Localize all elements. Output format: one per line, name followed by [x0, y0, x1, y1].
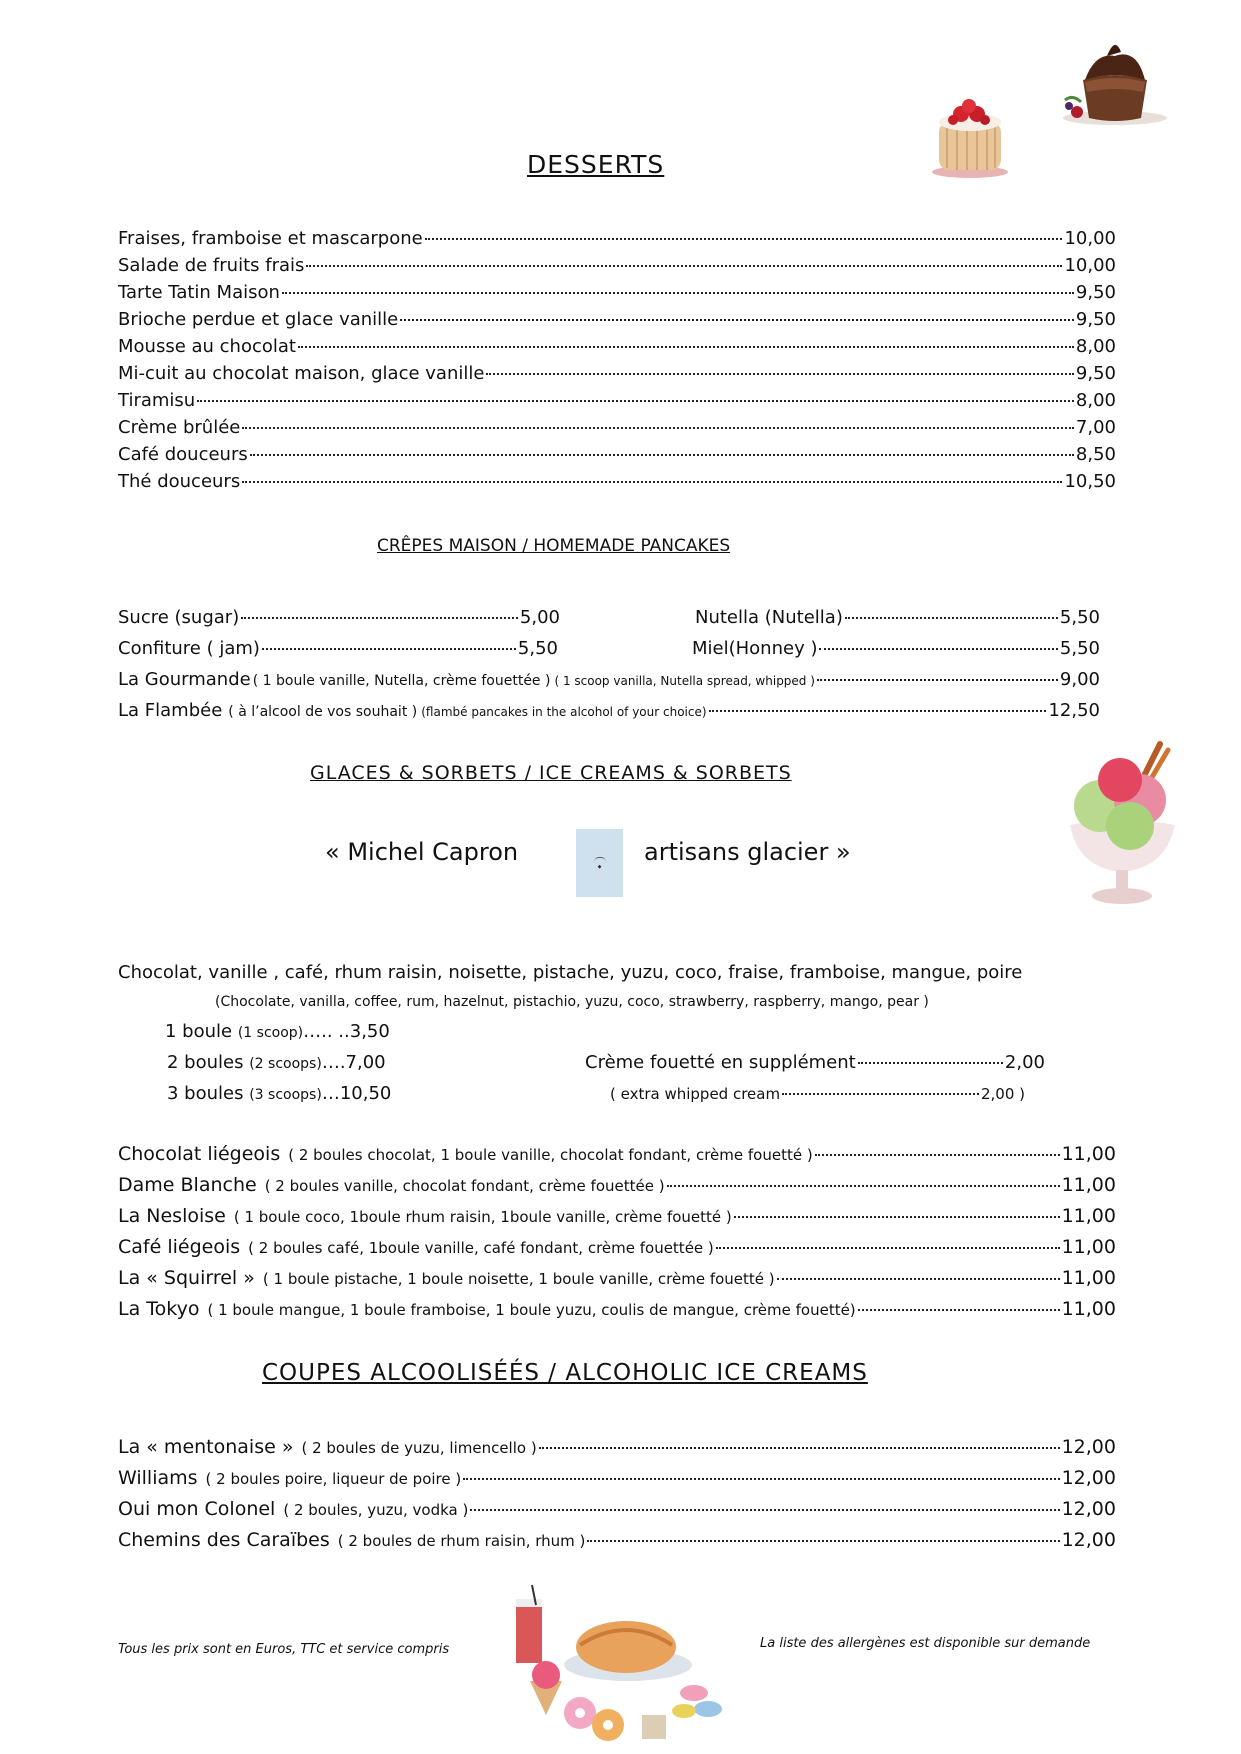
scoop-label: 1 boule [165, 1021, 233, 1042]
strawberry-cake-illustration [925, 92, 1015, 182]
crepe-name: La Flambée [118, 700, 223, 721]
desserts-title: DESSERTS [527, 150, 665, 179]
item-price: 9,50 [1075, 309, 1116, 330]
item-name: Fraises, framboise et mascarpone [118, 228, 423, 249]
extra-label: Crème fouetté en supplément [585, 1052, 856, 1073]
item-name: Tarte Tatin Maison [118, 282, 280, 303]
ice-cream-sundae-illustration [1060, 740, 1185, 915]
item-price: 11,00 [1061, 1205, 1116, 1227]
extra-cream-en [610, 1085, 1025, 1103]
item-price: 9,50 [1075, 363, 1116, 384]
item-desc: ( 1 boule coco, 1boule rhum raisin, 1boule vanille, crème fouetté ) [233, 1208, 732, 1226]
crepe-flambee [118, 700, 1100, 721]
item-price: 9,50 [1075, 282, 1116, 303]
special-item [118, 1298, 1116, 1320]
crepe-desc: ( 1 boule vanille, Nutella, crème fouettée ) [252, 673, 551, 689]
crepe-price: 5,50 [517, 638, 558, 659]
special-item [118, 1143, 1116, 1165]
scoop-label: 2 boules [167, 1052, 244, 1073]
dessert-item [118, 336, 1116, 357]
item-name: Chocolat liégeois [118, 1143, 281, 1165]
scoop-price: 7,00 [345, 1052, 386, 1073]
coupe-item [118, 1498, 1116, 1520]
crepe-name: La Gourmande [118, 669, 251, 690]
crepe-desc-en: (flambé pancakes in the alcohol of your choice) [421, 705, 707, 719]
item-desc: ( 2 boules de rhum raisin, rhum ) [337, 1532, 586, 1550]
item-name: La « Squirrel » [118, 1267, 255, 1289]
crepe-name: Confiture ( jam) [118, 638, 260, 659]
item-desc: ( 1 boule pistache, 1 boule noisette, 1 boule vanille, crème fouetté ) [262, 1270, 775, 1288]
pastry-assortment-illustration [508, 1585, 738, 1750]
item-name: Mi-cuit au chocolat maison, glace vanille [118, 363, 485, 384]
dessert-item [118, 471, 1116, 492]
coupe-item [118, 1436, 1116, 1458]
scoop-price: 10,50 [339, 1083, 392, 1104]
item-name: Williams [118, 1467, 198, 1489]
crepe-name: Nutella (Nutella) [695, 607, 843, 628]
item-desc: ( 2 boules vanille, chocolat fondant, crème fouettée ) [264, 1177, 665, 1195]
crepe-name: Miel(Honney ) [692, 638, 818, 659]
item-price: 11,00 [1061, 1267, 1116, 1289]
logo-mark: ◆ [597, 863, 602, 870]
dessert-item [118, 255, 1116, 276]
flavor-list: Chocolat, vanille , café, rhum raisin, noisette, pistache, yuzu, coco, fraise, framboise, mangue, poire [118, 962, 1023, 983]
item-price: 12,00 [1061, 1529, 1116, 1551]
coupes-title: COUPES ALCOOLISÉÉS / ALCOHOLIC ICE CREAMS [262, 1360, 868, 1386]
crepe-price: 9,00 [1059, 669, 1100, 690]
crepe-item [695, 607, 1100, 628]
dessert-item [118, 363, 1116, 384]
item-desc: ( 1 boule mangue, 1 boule framboise, 1 boule yuzu, coulis de mangue, crème fouetté) [207, 1301, 856, 1319]
brand-left: « Michel Capron [325, 838, 519, 866]
dessert-item [118, 282, 1116, 303]
crepe-name: Sucre (sugar) [118, 607, 240, 628]
scoop-leader: ….. .. [303, 1021, 350, 1042]
scoop-en: (3 scoops) [249, 1087, 322, 1103]
glacier-logo [576, 829, 623, 897]
item-name: La « mentonaise » [118, 1436, 294, 1458]
extra-cream [585, 1052, 1045, 1073]
item-price: 8,50 [1075, 444, 1116, 465]
crepe-price: 5,00 [519, 607, 560, 628]
special-item [118, 1174, 1116, 1196]
coupe-item [118, 1529, 1116, 1551]
item-price: 11,00 [1061, 1236, 1116, 1258]
item-price: 12,00 [1061, 1498, 1116, 1520]
item-price: 11,00 [1061, 1298, 1116, 1320]
item-name: Thé douceurs [118, 471, 241, 492]
crepe-item [692, 638, 1100, 659]
item-name: Café liégeois [118, 1236, 241, 1258]
dessert-item [118, 390, 1116, 411]
extra-label-en: ( extra whipped cream [610, 1085, 781, 1103]
item-price: 12,00 [1061, 1436, 1116, 1458]
crepe-item [118, 607, 560, 628]
special-item [118, 1205, 1116, 1227]
glaces-title: GLACES & SORBETS / ICE CREAMS & SORBETS [310, 762, 792, 784]
item-name: La Nesloise [118, 1205, 226, 1227]
scoop-leader: …. [321, 1052, 346, 1073]
scoop-row [165, 1021, 390, 1042]
special-item [118, 1236, 1116, 1258]
item-name: Café douceurs [118, 444, 248, 465]
extra-price: 2,00 [1004, 1052, 1045, 1073]
scoop-label: 3 boules [167, 1083, 244, 1104]
item-price: 12,00 [1061, 1467, 1116, 1489]
item-desc: ( 2 boules de yuzu, limencello ) [301, 1439, 537, 1457]
item-name: Tiramisu [118, 390, 196, 411]
special-item [118, 1267, 1116, 1289]
footer-prices-note: Tous les prix sont en Euros, TTC et service compris [118, 1642, 450, 1657]
item-name: La Tokyo [118, 1298, 200, 1320]
item-name: Chemins des Caraïbes [118, 1529, 330, 1551]
item-name: Dame Blanche [118, 1174, 257, 1196]
scoop-en: (1 scoop) [237, 1025, 304, 1041]
item-name: Crème brûlée [118, 417, 241, 438]
crepe-price: 5,50 [1059, 638, 1100, 659]
scoop-price: 3,50 [349, 1021, 390, 1042]
brand-right: artisans glacier » [644, 838, 851, 866]
crepes-title: CRÊPES MAISON / HOMEMADE PANCAKES [377, 536, 731, 556]
item-price: 10,00 [1064, 255, 1116, 276]
item-name: Oui mon Colonel [118, 1498, 276, 1520]
item-name: Salade de fruits frais [118, 255, 305, 276]
item-name: Mousse au chocolat [118, 336, 296, 357]
crepe-desc-en: ( 1 scoop vanilla, Nutella spread, whipped ) [554, 674, 815, 688]
dessert-item [118, 309, 1116, 330]
crepe-item [118, 638, 558, 659]
dessert-item [118, 228, 1116, 249]
item-desc: ( 2 boules café, 1boule vanille, café fondant, crème fouettée ) [248, 1239, 714, 1257]
footer-allergens-note: La liste des allergènes est disponible sur demande [760, 1636, 1091, 1651]
item-desc: ( 2 boules chocolat, 1 boule vanille, chocolat fondant, crème fouetté ) [288, 1146, 813, 1164]
crepe-gourmande [118, 669, 1100, 690]
dessert-item [118, 417, 1116, 438]
item-price: 8,00 [1075, 390, 1116, 411]
crepe-desc: ( à l’alcool de vos souhait ) [228, 704, 418, 720]
chocolate-mousse-illustration [1055, 30, 1175, 130]
scoop-row [167, 1052, 386, 1073]
extra-price-en: 2,00 ) [980, 1085, 1025, 1103]
coupe-item [118, 1467, 1116, 1489]
flavor-list-en: (Chocolate, vanilla, coffee, rum, hazelnut, pistachio, yuzu, coco, strawberry, raspberry, mango, pear ) [215, 994, 929, 1010]
item-price: 11,00 [1061, 1143, 1116, 1165]
item-name: Brioche perdue et glace vanille [118, 309, 399, 330]
item-price: 11,00 [1061, 1174, 1116, 1196]
item-price: 8,00 [1075, 336, 1116, 357]
scoop-leader: … [321, 1083, 340, 1104]
crepe-price: 12,50 [1048, 700, 1100, 721]
crepe-price: 5,50 [1059, 607, 1100, 628]
item-desc: ( 2 boules poire, liqueur de poire ) [205, 1470, 462, 1488]
item-desc: ( 2 boules, yuzu, vodka ) [283, 1501, 469, 1519]
item-price: 10,00 [1064, 228, 1116, 249]
scoop-row [167, 1083, 391, 1104]
item-price: 7,00 [1075, 417, 1116, 438]
scoop-en: (2 scoops) [249, 1056, 322, 1072]
item-price: 10,50 [1064, 471, 1116, 492]
dessert-item [118, 444, 1116, 465]
